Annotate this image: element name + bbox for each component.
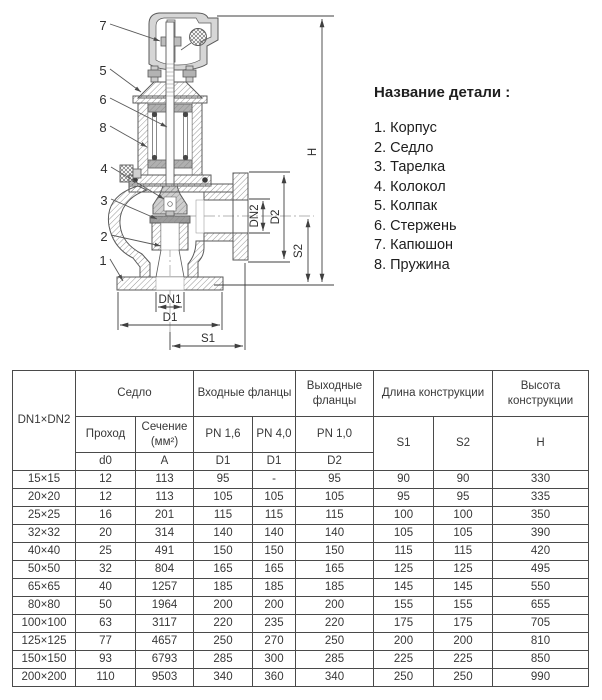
table-cell: 655: [493, 597, 589, 615]
table-cell: 90: [374, 471, 434, 489]
col-header-sedlo: Седло: [76, 371, 194, 417]
parts-list-item: 7. Капюшон: [374, 237, 454, 253]
table-row: [13, 525, 589, 543]
table-cell: 100×100: [13, 615, 76, 633]
part-seat: [152, 223, 188, 250]
table-cell: 105: [374, 525, 434, 543]
table-row: [13, 633, 589, 651]
table-cell: 335: [493, 489, 589, 507]
table-cell: 285: [194, 651, 253, 669]
table-row: [13, 561, 589, 579]
table-cell: 145: [374, 579, 434, 597]
table-row: [13, 471, 589, 489]
callout-7: 7: [99, 18, 107, 33]
table-cell: 225: [434, 651, 493, 669]
table-cell: 6793: [136, 651, 194, 669]
parts-list-item: 8. Пружина: [374, 256, 450, 273]
parts-list-item: 6. Стержень: [374, 217, 457, 234]
table-cell: 1964: [136, 597, 194, 615]
callout-4: 4: [100, 161, 108, 176]
table-cell: 63: [76, 615, 136, 633]
parts-list-item: 4. Колокол: [374, 178, 446, 195]
table-cell: 155: [374, 597, 434, 615]
dim-label-dn1: DN1: [158, 294, 182, 306]
table-cell: 185: [253, 579, 296, 597]
table-cell: 175: [374, 615, 434, 633]
dim-label-s1: S1: [200, 333, 216, 345]
table-cell: 125×125: [13, 633, 76, 651]
col-header-h: H: [493, 417, 589, 471]
table-cell: 495: [493, 561, 589, 579]
table-cell: 105: [434, 525, 493, 543]
table-cell: 990: [493, 669, 589, 687]
table-cell: 550: [493, 579, 589, 597]
table-cell: 40×40: [13, 543, 76, 561]
col-header-d1b: D1: [253, 453, 296, 471]
parts-list-item: 1. Корпус: [374, 120, 437, 136]
table-cell: 165: [296, 561, 374, 579]
col-header-s2: S2: [434, 417, 493, 471]
callout-2: 2: [100, 229, 108, 244]
parts-list-items: [374, 119, 589, 275]
table-cell: 50×50: [13, 561, 76, 579]
table-cell: 705: [493, 615, 589, 633]
table-cell: 491: [136, 543, 194, 561]
col-header-pn40: PN 4,0: [253, 417, 296, 453]
table-cell: 150: [296, 543, 374, 561]
parts-list-item: 3. Тарелка: [374, 159, 446, 175]
table-row: [13, 543, 589, 561]
col-header-d2: D2: [296, 453, 374, 471]
valve-drawing-svg: [0, 0, 360, 360]
table-row: [13, 489, 589, 507]
table-cell: 25: [76, 543, 136, 561]
table-cell: 200: [434, 633, 493, 651]
table-cell: 350: [493, 507, 589, 525]
table-cell: 105: [253, 489, 296, 507]
table-cell: 115: [296, 507, 374, 525]
spec-table-body: [13, 471, 589, 687]
table-cell: 100: [434, 507, 493, 525]
table-cell: 65×65: [13, 579, 76, 597]
col-header-d0: d0: [76, 453, 136, 471]
table-row: [13, 579, 589, 597]
table-cell: 125: [374, 561, 434, 579]
table-cell: 235: [253, 615, 296, 633]
table-cell: 175: [434, 615, 493, 633]
table-cell: 125: [434, 561, 493, 579]
table-cell: 20×20: [13, 489, 76, 507]
col-header-pn16: PN 1,6: [194, 417, 253, 453]
col-header-prohod: Проход: [76, 417, 136, 453]
table-cell: 220: [296, 615, 374, 633]
table-cell: 40: [76, 579, 136, 597]
table-row: [13, 651, 589, 669]
table-cell: 110: [76, 669, 136, 687]
table-cell: 140: [194, 525, 253, 543]
valve-section-drawing: [0, 0, 360, 360]
callout-6: 6: [99, 92, 107, 107]
table-cell: 250: [296, 633, 374, 651]
parts-list-item: 5. Колпак: [374, 198, 438, 214]
table-cell: 9503: [136, 669, 194, 687]
part-hood: [149, 13, 218, 70]
table-cell: 50: [76, 597, 136, 615]
spec-table: [12, 370, 589, 687]
table-cell: -: [253, 471, 296, 489]
table-cell: 90: [434, 471, 493, 489]
table-cell: 250: [434, 669, 493, 687]
table-cell: 330: [493, 471, 589, 489]
callout-3: 3: [100, 193, 108, 208]
callout-1: 1: [99, 253, 107, 268]
table-cell: 200: [296, 597, 374, 615]
dim-label-s2: S2: [293, 243, 305, 259]
callout-8: 8: [99, 120, 107, 135]
table-row: [13, 507, 589, 525]
table-cell: 145: [434, 579, 493, 597]
table-cell: 285: [296, 651, 374, 669]
col-header-d1a: D1: [194, 453, 253, 471]
table-cell: 20: [76, 525, 136, 543]
table-row: [13, 669, 589, 687]
dim-label-d1: D1: [162, 312, 178, 324]
col-header-dn: DN1×DN2: [13, 371, 76, 471]
table-cell: 150×150: [13, 651, 76, 669]
table-cell: 165: [194, 561, 253, 579]
table-cell: 15×15: [13, 471, 76, 489]
table-cell: 93: [76, 651, 136, 669]
table-cell: 115: [374, 543, 434, 561]
table-cell: 150: [253, 543, 296, 561]
table-cell: 250: [194, 633, 253, 651]
table-cell: 340: [296, 669, 374, 687]
table-cell: 95: [194, 471, 253, 489]
spec-table-header: [13, 371, 589, 471]
table-cell: 340: [194, 669, 253, 687]
col-header-outlet: Выходные фланцы: [296, 371, 374, 417]
table-cell: 105: [194, 489, 253, 507]
table-cell: 77: [76, 633, 136, 651]
table-cell: 185: [296, 579, 374, 597]
table-cell: 300: [253, 651, 296, 669]
table-cell: 3117: [136, 615, 194, 633]
table-cell: 155: [434, 597, 493, 615]
table-cell: 200×200: [13, 669, 76, 687]
col-header-length: Длина конструкции: [374, 371, 493, 417]
dim-label-d2: D2: [270, 209, 282, 225]
col-header-sechenie: Сечение (мм²): [136, 417, 194, 453]
table-cell: 270: [253, 633, 296, 651]
table-cell: 32×32: [13, 525, 76, 543]
table-cell: 140: [253, 525, 296, 543]
table-cell: 95: [374, 489, 434, 507]
table-cell: 115: [253, 507, 296, 525]
table-cell: 16: [76, 507, 136, 525]
table-cell: 150: [194, 543, 253, 561]
table-cell: 32: [76, 561, 136, 579]
table-cell: 115: [434, 543, 493, 561]
table-cell: 115: [194, 507, 253, 525]
table-cell: 4657: [136, 633, 194, 651]
table-cell: 1257: [136, 579, 194, 597]
table-cell: 201: [136, 507, 194, 525]
col-header-s1: S1: [374, 417, 434, 471]
parts-list-item: 2. Седло: [374, 139, 434, 156]
table-cell: 250: [374, 669, 434, 687]
table-cell: 105: [296, 489, 374, 507]
valve-body-group: [108, 13, 248, 290]
table-cell: 220: [194, 615, 253, 633]
table-cell: 314: [136, 525, 194, 543]
parts-list-title: Название детали :: [374, 84, 511, 101]
table-row: [13, 597, 589, 615]
table-cell: 200: [194, 597, 253, 615]
table-cell: 12: [76, 471, 136, 489]
dim-label-dn2: DN2: [249, 204, 261, 228]
table-cell: 95: [434, 489, 493, 507]
table-cell: 420: [493, 543, 589, 561]
table-cell: 100: [374, 507, 434, 525]
table-cell: 804: [136, 561, 194, 579]
table-cell: 95: [296, 471, 374, 489]
table-cell: 113: [136, 471, 194, 489]
table-cell: 140: [296, 525, 374, 543]
table-row: [13, 615, 589, 633]
table-cell: 200: [253, 597, 296, 615]
col-header-inlet: Входные фланцы: [194, 371, 296, 417]
table-cell: 12: [76, 489, 136, 507]
col-header-a: A: [136, 453, 194, 471]
table-cell: 185: [194, 579, 253, 597]
table-cell: 225: [374, 651, 434, 669]
table-cell: 810: [493, 633, 589, 651]
table-cell: 80×80: [13, 597, 76, 615]
table-cell: 360: [253, 669, 296, 687]
table-cell: 390: [493, 525, 589, 543]
dim-label-h: H: [307, 147, 319, 157]
col-header-pn10: PN 1,0: [296, 417, 374, 453]
col-header-height: Высота конструкции: [493, 371, 589, 417]
table-cell: 200: [374, 633, 434, 651]
callout-5: 5: [99, 63, 107, 78]
table-cell: 113: [136, 489, 194, 507]
table-cell: 850: [493, 651, 589, 669]
parts-list: [374, 84, 589, 275]
table-cell: 25×25: [13, 507, 76, 525]
table-cell: 165: [253, 561, 296, 579]
